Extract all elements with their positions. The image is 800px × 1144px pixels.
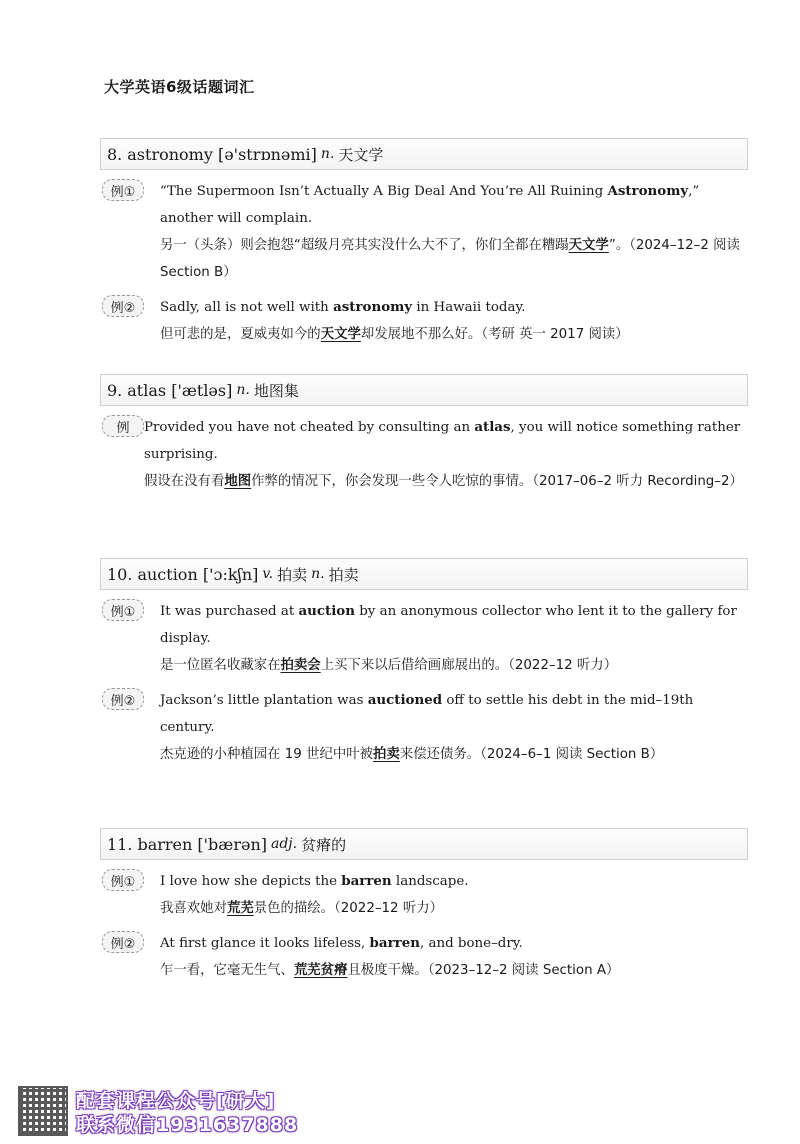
entry-pos: n. <box>311 566 325 582</box>
example-chinese: 假设在没有看地图作弊的情况下，你会发现一些令人吃惊的事情。（2017–06–2 听力 Recording–2） <box>144 474 743 489</box>
example-chinese: 我喜欢她对荒芜景色的描绘。（2022–12 听力） <box>160 901 444 916</box>
promo-line-1: 配套课程公众号[研大] <box>76 1090 276 1112</box>
example-chinese: 但可悲的是，夏威夷如今的天文学却发展地不那么好。（考研 英一 2017 阅读） <box>160 327 629 342</box>
example-english: Jackson’s little plantation was auctioned off to settle his debt in the mid–19th century. <box>160 692 694 735</box>
example-label: 例① <box>102 179 144 201</box>
vocab-entry-barren <box>100 828 748 984</box>
example-label: 例① <box>102 599 144 621</box>
entry-meaning: 拍卖 <box>328 565 359 584</box>
entry-pos: v. <box>262 566 274 582</box>
entry-phonetic: [ə'strɒnəmi] <box>217 144 317 164</box>
example <box>100 178 748 286</box>
entry-pos: n. <box>236 382 250 398</box>
entry-meaning: 拍卖 <box>277 565 308 584</box>
example-english: At first glance it looks lifeless, barren, and bone–dry. <box>160 935 523 951</box>
entry-meaning: 地图集 <box>253 381 299 400</box>
vocab-entry-astronomy <box>100 138 748 348</box>
example-label: 例 <box>102 415 144 437</box>
example <box>100 930 748 984</box>
footer-promo <box>18 1086 318 1136</box>
example <box>100 294 748 348</box>
entry-header <box>100 138 748 170</box>
page-title: 大学英语6级话题词汇 <box>104 78 255 96</box>
entry-phonetic: ['bærən] <box>197 834 267 854</box>
example <box>100 687 748 768</box>
vocab-entry-auction <box>100 558 748 768</box>
promo-line-2: 联系微信1931637888 <box>76 1114 299 1136</box>
entry-number: 9. <box>107 380 123 400</box>
example-label: 例② <box>102 931 144 953</box>
example-english: “The Supermoon Isn’t Actually A Big Deal And You’re All Ruining Astronomy,” another will complain. <box>160 183 700 226</box>
example-english: It was purchased at auction by an anonymous collector who lent it to the gallery for display. <box>160 603 737 646</box>
entry-number: 10. <box>107 564 133 584</box>
example-label: 例② <box>102 295 144 317</box>
entry-word: barren <box>137 834 193 854</box>
example <box>100 868 748 922</box>
entry-header <box>100 374 748 406</box>
example-chinese: 乍一看，它毫无生气、荒芜贫瘠且极度干燥。（2023–12–2 阅读 Section A） <box>160 963 620 978</box>
example <box>100 598 748 679</box>
entry-pos: adj. <box>271 836 298 852</box>
example-label: 例② <box>102 688 144 710</box>
entry-meaning: 贫瘠的 <box>301 835 347 854</box>
entry-header <box>100 558 748 590</box>
example <box>100 414 748 495</box>
example-english: I love how she depicts the barren landscape. <box>160 873 469 889</box>
entry-header <box>100 828 748 860</box>
entry-phonetic: ['ætləs] <box>171 380 233 400</box>
entry-word: auction <box>137 564 198 584</box>
entry-number: 8. <box>107 144 123 164</box>
example-chinese: 另一（头条）则会抱怨“超级月亮其实没什么大不了，你们全都在糟蹋天文学”。（2024–12–2 阅读 Section B） <box>160 238 740 280</box>
entry-meaning: 天文学 <box>338 145 384 164</box>
example-english: Provided you have not cheated by consulting an atlas, you will notice something rather surprising. <box>144 419 741 462</box>
qr-code-icon <box>18 1086 68 1136</box>
entry-phonetic: ['ɔ:kʃn] <box>202 564 259 584</box>
example-chinese: 是一位匿名收藏家在拍卖会上买下来以后借给画廊展出的。（2022–12 听力） <box>160 658 618 673</box>
entry-word: astronomy <box>127 144 213 164</box>
entry-number: 11. <box>107 834 133 854</box>
example-english: Sadly, all is not well with astronomy in Hawaii today. <box>160 299 526 315</box>
example-chinese: 杰克逊的小种植园在 19 世纪中叶被拍卖来偿还债务。（2024–6–1 阅读 Section B） <box>160 747 664 762</box>
entry-pos: n. <box>320 146 335 162</box>
vocab-entry-atlas <box>100 374 748 495</box>
entry-word: atlas <box>127 380 167 400</box>
example-label: 例① <box>102 869 144 891</box>
